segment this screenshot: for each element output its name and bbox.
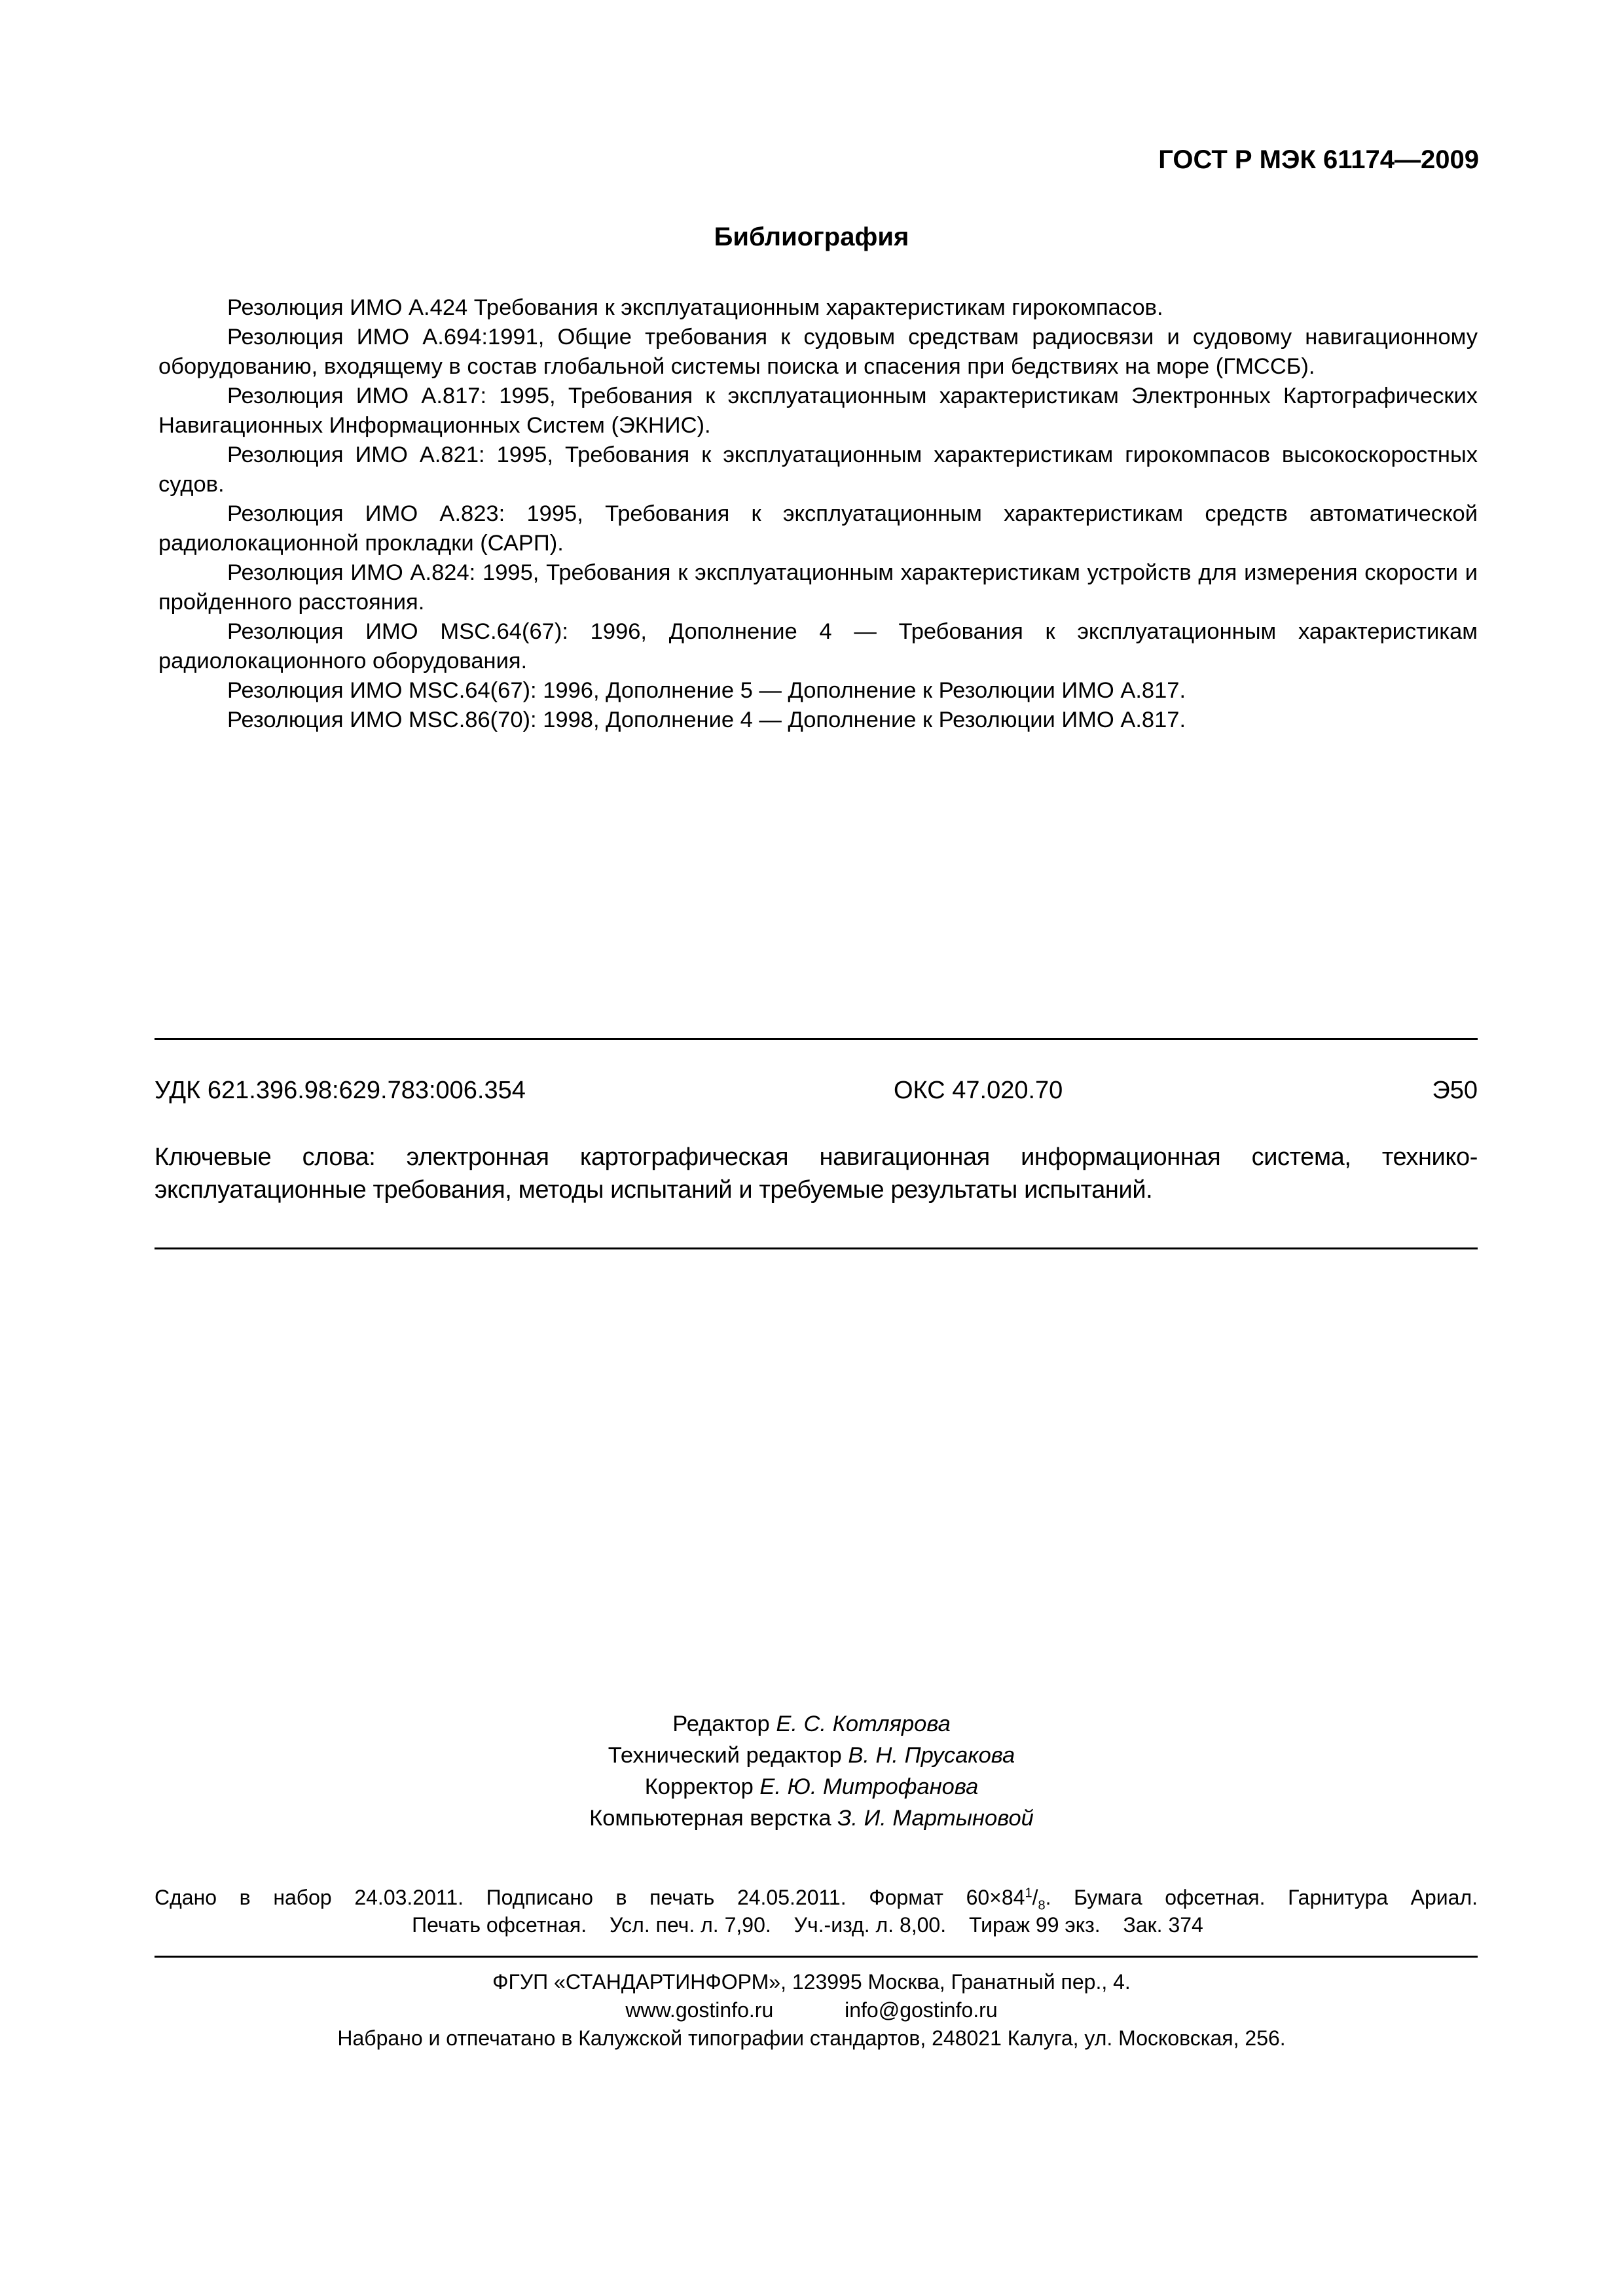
publisher-block <box>0 1968 1623 2053</box>
divider-top <box>155 1038 1478 1040</box>
bibliography-entry: Резолюция ИМО A.821: 1995, Требования к эксплуатационным характеристикам гирокомпасов высокоскоростных судов. <box>158 442 1478 497</box>
typeface: Гарнитура Ариал. <box>1288 1886 1478 1909</box>
bibliography-entry: Резолюция ИМО A.817: 1995, Требования к эксплуатационным характеристикам Электронных Картографических Навигационных Информационных Систем (ЭКНИС). <box>158 384 1478 438</box>
publisher-contacts <box>0 1996 1623 2024</box>
signed-date: Подписано в печать 24.05.2011. <box>486 1886 847 1909</box>
corrector-name: Е. Ю. Митрофанова <box>759 1774 979 1799</box>
bibliography-entry: Резолюция ИМО MSC.64(67): 1996, Дополнение 5 — Дополнение к Резолюции ИМО A.817. <box>227 678 1186 703</box>
format: Формат $60\times 84^1/_8$. <box>869 1886 1051 1913</box>
bibliography-entry: Резолюция ИМО MSC.86(70): 1998, Дополнение 4 — Дополнение к Резолюции ИМО A.817. <box>227 708 1186 732</box>
publisher-sheets: Уч.-изд. л. 8,00. <box>793 1913 947 1937</box>
format-label: Формат 60×84 <box>869 1886 1025 1909</box>
credits-block <box>0 1708 1623 1834</box>
bibliography-entry: Резолюция ИМО A.424 Требования к эксплуатационным характеристикам гирокомпасов. <box>227 295 1163 320</box>
corrector-role: Корректор <box>644 1774 754 1799</box>
bibliography-title: Библиография <box>714 223 909 251</box>
publication-line-1 <box>155 1884 1478 1911</box>
divider-bottom <box>155 1956 1478 1958</box>
publication-line-2 <box>155 1911 1478 1939</box>
tech-editor-role: Технический редактор <box>608 1743 842 1768</box>
standard-designation: ГОСТ Р МЭК 61174—2009 <box>1158 145 1479 174</box>
classification-code: Э50 <box>1432 1077 1478 1104</box>
print-type: Печать офсетная. <box>412 1913 587 1937</box>
layout-line <box>0 1803 1623 1834</box>
printing-house: Набрано и отпечатано в Калужской типографии стандартов, 248021 Калуга, ул. Московская, 256. <box>337 2026 1286 2050</box>
tech-editor-line <box>0 1740 1623 1771</box>
bibliography-entry: Резолюция ИМО MSC.64(67): 1996, Дополнение 4 — Требования к эксплуатационным характеристикам радиолокационного оборудования. <box>158 619 1478 673</box>
layout-name: З. И. Мартыновой <box>837 1806 1034 1831</box>
keywords: Ключевые слова: электронная картографическая навигационная информационная система, технико-эксплуатационные требования, методы испытаний и требуемые результаты испытаний. <box>155 1143 1478 1204</box>
bibliography-entry: Резолюция ИМО A.824: 1995, Требования к эксплуатационным характеристикам устройств для измерения скорости и пройденного расстояния. <box>158 560 1478 615</box>
editor-role: Редактор <box>672 1712 770 1736</box>
usl-print-sheets: Усл. печ. л. 7,90. <box>609 1913 771 1937</box>
submitted-date: Сдано в набор 24.03.2011. <box>155 1886 464 1909</box>
email-link[interactable]: info@gostinfo.ru <box>845 1998 998 2022</box>
oks-code: ОКС 47.020.70 <box>894 1077 1063 1104</box>
paper-type: Бумага офсетная. <box>1074 1886 1266 1909</box>
bibliography-entry: Резолюция ИМО A.823: 1995, Требования к эксплуатационным характеристикам средств автоматической радиолокационной прокладки (САРП). <box>158 501 1478 556</box>
publication-info <box>155 1884 1478 1939</box>
editor-name: Е. С. Котлярова <box>776 1712 951 1736</box>
tech-editor-name: В. Н. Прусакова <box>848 1743 1015 1768</box>
editor-line <box>0 1708 1623 1740</box>
bibliography-list <box>158 293 1478 735</box>
order-number: Зак. 374 <box>1123 1913 1203 1937</box>
format-numerator: 1 <box>1025 1886 1032 1901</box>
udk-code: УДК 621.396.98:629.783:006.354 <box>155 1077 526 1104</box>
bibliography-entry: Резолюция ИМО A.694:1991, Общие требования к судовым средствам радиосвязи и судовому навигационному оборудованию, входящему в состав глобальной системы поиска и спасения при бедствиях на море (ГМССБ). <box>158 325 1478 379</box>
format-denominator: 8 <box>1038 1898 1046 1913</box>
print-run: Тираж 99 экз. <box>969 1913 1101 1937</box>
website-link[interactable]: www.gostinfo.ru <box>625 1998 774 2022</box>
layout-role: Компьютерная верстка <box>589 1806 831 1831</box>
publisher-address: ФГУП «СТАНДАРТИНФОРМ», 123995 Москва, Гранатный пер., 4. <box>492 1970 1131 1994</box>
corrector-line <box>0 1771 1623 1803</box>
divider-middle <box>155 1247 1478 1249</box>
